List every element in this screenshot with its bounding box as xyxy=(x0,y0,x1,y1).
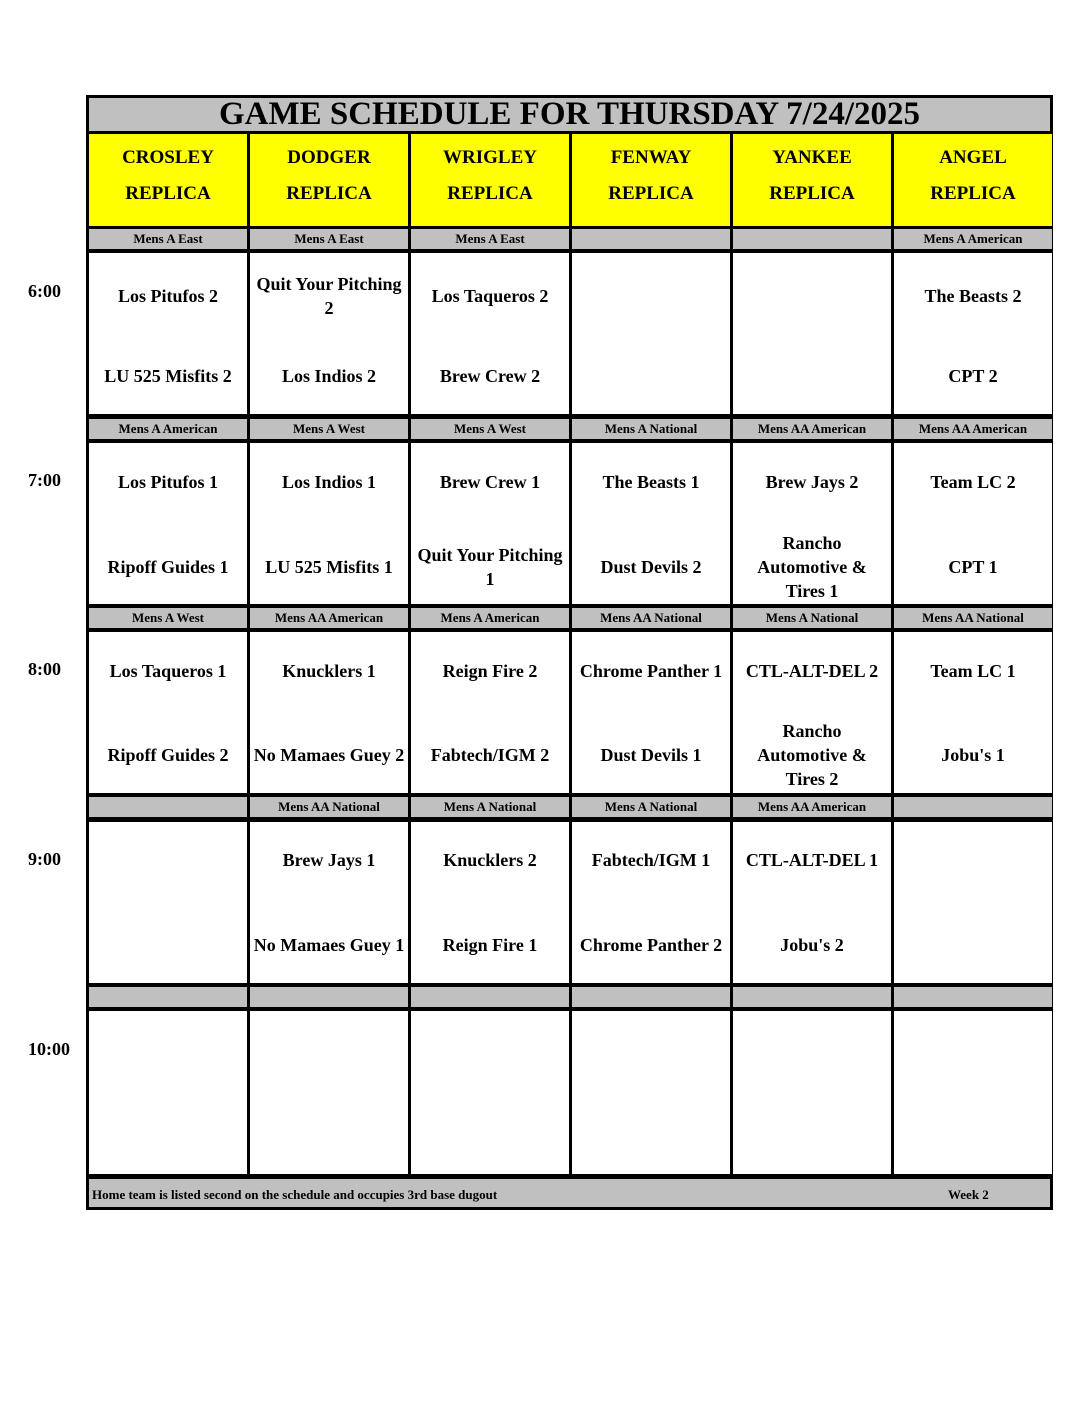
home-team: Quit Your Pitching 1 xyxy=(417,545,563,589)
field-subtitle: REPLICA xyxy=(447,183,533,204)
page-title: GAME SCHEDULE FOR THURSDAY 7/24/2025 xyxy=(89,98,1050,131)
away-team xyxy=(572,1027,730,1075)
game-cell xyxy=(89,443,247,604)
away-team: Los Pitufos 2 xyxy=(117,286,218,306)
away-team: CTL-ALT-DEL 1 xyxy=(745,850,879,870)
home-team: Ripoff Guides 2 xyxy=(107,745,229,765)
division-label: Mens AA National xyxy=(572,608,730,628)
division-label: Mens A National xyxy=(572,797,730,817)
field-header xyxy=(250,134,408,226)
week-label: Week 2 xyxy=(948,1187,989,1202)
game-cell xyxy=(894,1011,1052,1174)
away-team: Quit Your Pitching 2 xyxy=(256,274,402,318)
time-label: 10:00 xyxy=(28,1039,70,1059)
field-header xyxy=(89,134,247,226)
game-cell xyxy=(250,822,408,983)
away-team: Reign Fire 2 xyxy=(442,661,538,681)
away-team: Los Pitufos 1 xyxy=(117,472,218,492)
away-team xyxy=(572,272,730,320)
division-label xyxy=(572,987,730,1007)
division-label xyxy=(572,229,730,249)
game-cell xyxy=(411,1011,569,1174)
division-label: Mens A West xyxy=(411,419,569,439)
footer-bar xyxy=(89,1179,1050,1207)
division-label: Mens AA National xyxy=(894,608,1052,628)
away-team: Los Taqueros 1 xyxy=(109,661,227,681)
home-team: No Mamaes Guey 2 xyxy=(253,745,405,765)
division-label: Mens A West xyxy=(89,608,247,628)
division-label xyxy=(733,229,891,249)
home-team: Rancho Automotive & Tires 1 xyxy=(757,533,867,601)
field-name: YANKEE xyxy=(772,147,852,168)
away-team: Brew Jays 1 xyxy=(282,850,376,870)
division-label xyxy=(250,987,408,1007)
game-cell xyxy=(894,443,1052,604)
field-subtitle: REPLICA xyxy=(286,183,372,204)
division-label: Mens A East xyxy=(411,229,569,249)
home-team: Fabtech/IGM 2 xyxy=(430,745,550,765)
division-label xyxy=(733,987,891,1007)
home-team: LU 525 Misfits 1 xyxy=(265,557,393,577)
time-label: 9:00 xyxy=(28,849,61,869)
away-team: Brew Jays 2 xyxy=(765,472,859,492)
home-team xyxy=(89,921,247,969)
field-subtitle: REPLICA xyxy=(930,183,1016,204)
away-team xyxy=(89,1027,247,1075)
game-cell xyxy=(89,1011,247,1174)
field-subtitle: REPLICA xyxy=(125,183,211,204)
away-team xyxy=(733,1027,891,1075)
field-name: WRIGLEY xyxy=(443,147,537,168)
home-team xyxy=(411,1110,569,1158)
away-team: Los Indios 1 xyxy=(281,472,377,492)
division-label xyxy=(411,987,569,1007)
game-cell xyxy=(250,443,408,604)
division-label: Mens AA American xyxy=(250,608,408,628)
home-team: No Mamaes Guey 1 xyxy=(253,935,405,955)
away-team xyxy=(733,272,891,320)
field-name: FENWAY xyxy=(610,147,692,168)
game-cell xyxy=(572,253,730,414)
game-cell xyxy=(894,253,1052,414)
game-cell xyxy=(894,822,1052,983)
away-team: Knucklers 1 xyxy=(282,661,376,681)
home-team: Jobu's 2 xyxy=(780,935,844,955)
game-cell xyxy=(572,632,730,793)
game-cell xyxy=(89,822,247,983)
away-team: CTL-ALT-DEL 2 xyxy=(745,661,879,681)
game-cell xyxy=(572,822,730,983)
division-label xyxy=(89,797,247,817)
away-team: Knucklers 2 xyxy=(443,850,537,870)
away-team: Team LC 1 xyxy=(930,661,1016,681)
home-team xyxy=(572,352,730,400)
home-team: CPT 1 xyxy=(948,557,998,577)
away-team xyxy=(894,1027,1052,1075)
division-label: Mens A American xyxy=(411,608,569,628)
home-team: Jobu's 1 xyxy=(941,745,1005,765)
field-name: DODGER xyxy=(287,147,371,168)
game-cell xyxy=(572,1011,730,1174)
division-label: Mens A National xyxy=(733,608,891,628)
division-label: Mens A American xyxy=(89,419,247,439)
division-label: Mens A National xyxy=(572,419,730,439)
away-team: Fabtech/IGM 1 xyxy=(591,850,711,870)
division-label xyxy=(89,987,247,1007)
game-cell xyxy=(411,253,569,414)
away-team: The Beasts 2 xyxy=(924,286,1022,306)
game-cell xyxy=(411,822,569,983)
away-team: Los Taqueros 2 xyxy=(431,286,549,306)
field-header xyxy=(411,134,569,226)
away-team: The Beasts 1 xyxy=(602,472,700,492)
away-team: Brew Crew 1 xyxy=(439,472,541,492)
home-team xyxy=(894,921,1052,969)
game-cell xyxy=(89,253,247,414)
away-team xyxy=(894,836,1052,884)
time-label: 7:00 xyxy=(28,470,61,490)
home-team xyxy=(894,1110,1052,1158)
home-team: Brew Crew 2 xyxy=(439,366,541,386)
home-team xyxy=(89,1110,247,1158)
game-cell xyxy=(733,822,891,983)
home-team: Dust Devils 2 xyxy=(600,557,702,577)
game-cell xyxy=(733,443,891,604)
away-team: Team LC 2 xyxy=(930,472,1016,492)
field-header xyxy=(572,134,730,226)
game-cell xyxy=(733,1011,891,1174)
game-cell xyxy=(250,253,408,414)
division-label: Mens AA National xyxy=(250,797,408,817)
home-team: CPT 2 xyxy=(948,366,998,386)
home-team: Ripoff Guides 1 xyxy=(107,557,229,577)
field-name: ANGEL xyxy=(939,147,1007,168)
game-cell xyxy=(250,1011,408,1174)
home-team: LU 525 Misfits 2 xyxy=(104,366,232,386)
home-team xyxy=(250,1110,408,1158)
field-name: CROSLEY xyxy=(122,147,214,168)
game-cell xyxy=(894,632,1052,793)
time-label: 6:00 xyxy=(28,281,61,301)
game-cell xyxy=(572,443,730,604)
division-label: Mens AA American xyxy=(894,419,1052,439)
field-subtitle: REPLICA xyxy=(608,183,694,204)
time-label: 8:00 xyxy=(28,659,61,679)
home-team: Rancho Automotive & Tires 2 xyxy=(757,721,867,789)
home-team xyxy=(572,1110,730,1158)
home-team xyxy=(733,1110,891,1158)
game-cell xyxy=(411,443,569,604)
away-team xyxy=(411,1027,569,1075)
home-team: Dust Devils 1 xyxy=(600,745,702,765)
division-label: Mens A East xyxy=(89,229,247,249)
division-label: Mens A National xyxy=(411,797,569,817)
home-team xyxy=(733,352,891,400)
game-cell xyxy=(411,632,569,793)
footer-note: Home team is listed second on the schedule and occupies 3rd base dugout xyxy=(92,1187,498,1202)
division-label xyxy=(894,987,1052,1007)
schedule-table xyxy=(86,95,1053,1210)
home-team: Los Indios 2 xyxy=(281,366,377,386)
division-label: Mens A American xyxy=(894,229,1052,249)
home-team: Reign Fire 1 xyxy=(442,935,538,955)
field-header xyxy=(733,134,891,226)
home-team: Chrome Panther 2 xyxy=(579,935,723,955)
game-cell xyxy=(733,253,891,414)
game-cell xyxy=(250,632,408,793)
field-header xyxy=(894,134,1052,226)
division-label xyxy=(894,797,1052,817)
game-cell xyxy=(89,632,247,793)
away-team xyxy=(250,1027,408,1075)
away-team: Chrome Panther 1 xyxy=(579,661,723,681)
away-team xyxy=(89,836,247,884)
field-subtitle: REPLICA xyxy=(769,183,855,204)
division-label: Mens AA American xyxy=(733,797,891,817)
game-cell xyxy=(733,632,891,793)
division-label: Mens A East xyxy=(250,229,408,249)
division-label: Mens A West xyxy=(250,419,408,439)
division-label: Mens AA American xyxy=(733,419,891,439)
